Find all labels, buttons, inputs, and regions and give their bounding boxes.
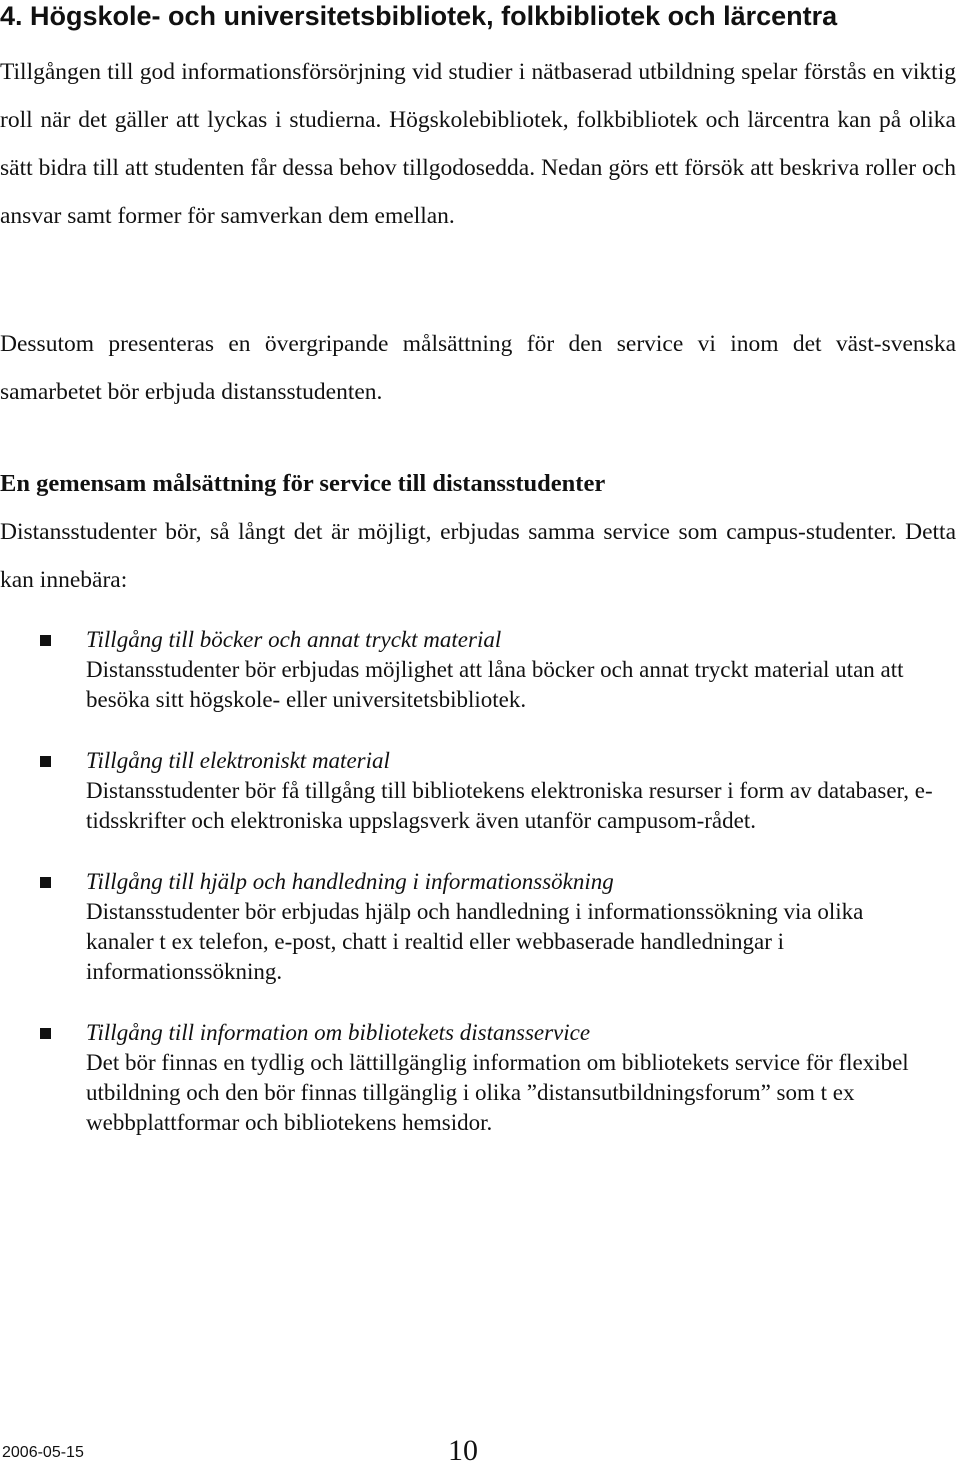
page-number: 10 bbox=[448, 1434, 478, 1467]
list-item-body: Distansstudenter bör erbjudas hjälp och handledning i informationssökning via olika kanaler t ex telefon, e-post, chatt i realtid eller webbaserade handledningar i informationssökning. bbox=[86, 899, 864, 984]
list-item-heading: Tillgång till hjälp och handledning i informationssökning bbox=[86, 869, 614, 894]
list-item-heading: Tillgång till böcker och annat tryckt material bbox=[86, 627, 502, 652]
list-item bbox=[0, 1018, 936, 1138]
list-item-body: Det bör finnas en tydlig och lättillgänglig information om bibliotekets service för flexibel utbildning och den bör finnas tillgänglig i olika ”distansutbildningsforum” som t ex webbplattformar och bibliotekens hemsidor. bbox=[86, 1050, 909, 1135]
section-heading: En gemensam målsättning för service till distansstudenter bbox=[0, 470, 606, 497]
intro-paragraph: Tillgången till god informationsförsörjning vid studier i nätbaserad utbildning spelar förstås en viktig roll när det gäller att lyckas i studierna. Högskolebibliotek, folkbibliotek och lärcentra kan på olika sätt bidra till att studenten får dessa behov tillgodosedda. Nedan görs ett försök att beskriva roller och ansvar samt former för samverkan dem emellan. bbox=[0, 59, 956, 229]
service-list bbox=[0, 625, 960, 1169]
chapter-title: 4. Högskole- och universitetsbibliotek, folkbibliotek och lärcentra bbox=[0, 1, 838, 31]
footer-date: 2006-05-15 bbox=[2, 1444, 84, 1461]
list-item-heading: Tillgång till elektroniskt material bbox=[86, 748, 390, 773]
list-item bbox=[0, 746, 936, 836]
list-item-body: Distansstudenter bör erbjudas möjlighet att låna böcker och annat tryckt material utan att besöka sitt högskole- eller universitetsbibliotek. bbox=[86, 657, 904, 712]
intro-paragraph: Dessutom presenteras en övergripande målsättning för den service vi inom det väst-svenska samarbetet bör erbjuda distansstudenten. bbox=[0, 331, 956, 405]
square-bullet-icon bbox=[40, 635, 51, 646]
square-bullet-icon bbox=[40, 756, 51, 767]
list-item-heading: Tillgång till information om bibliotekets distansservice bbox=[86, 1020, 591, 1045]
section-paragraph: Distansstudenter bör, så långt det är möjligt, erbjudas samma service som campus-studenter. Detta kan innebära: bbox=[0, 519, 956, 593]
list-item-body: Distansstudenter bör få tillgång till bibliotekens elektroniska resurser i form av databaser, e-tidsskrifter och elektroniska uppslagsverk även utanför campusom-rådet. bbox=[86, 778, 933, 833]
list-item bbox=[0, 867, 936, 987]
list-item bbox=[0, 625, 936, 715]
square-bullet-icon bbox=[40, 877, 51, 888]
square-bullet-icon bbox=[40, 1028, 51, 1039]
